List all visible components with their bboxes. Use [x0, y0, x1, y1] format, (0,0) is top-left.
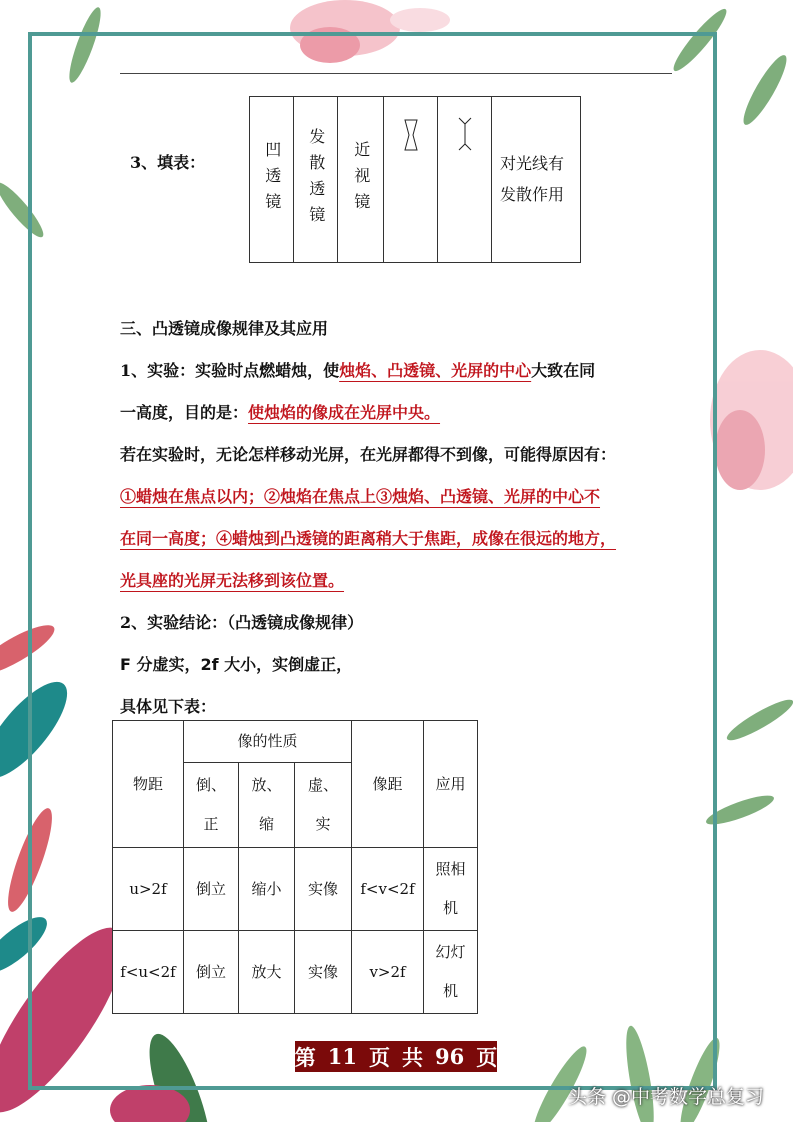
- subheader: 虚、实: [295, 763, 352, 848]
- imaging-law-table: [112, 720, 478, 1014]
- flower-right: [710, 350, 793, 490]
- answer-line: ①蜡烛在焦点以内；②烛焰在焦点上③烛焰、凸透镜、光屏的中心不: [120, 487, 601, 506]
- header-application: 应用: [424, 721, 478, 848]
- lens-effect: 对光线有发散作用: [492, 97, 581, 263]
- cell: u>2f: [113, 848, 184, 931]
- text: 大致在同: [531, 361, 596, 380]
- cell: 照相机: [424, 848, 478, 931]
- table-row: [113, 931, 478, 1014]
- cell: f<u<2f: [113, 931, 184, 1014]
- text: 共: [402, 1044, 423, 1070]
- current-page: 11: [327, 1044, 357, 1069]
- watermark: 头条 @中考数学总复习: [568, 1086, 765, 1108]
- cell: f<v<2f: [352, 848, 424, 931]
- conclusion-line: 2、实验结论：（凸透镜成像规律）: [120, 613, 364, 632]
- rule-line: F 分虚实，2f 大小，实倒虚正，: [120, 655, 353, 674]
- subheader: 倒、正: [184, 763, 239, 848]
- cell: 实像: [295, 848, 352, 931]
- header-image-distance: 像距: [352, 721, 424, 848]
- text: 第: [294, 1044, 316, 1070]
- lens-use: 近视镜: [351, 140, 371, 219]
- experiment-line-2: [120, 400, 440, 423]
- cell: 实像: [295, 931, 352, 1014]
- see-table-line: 具体见下表：: [120, 697, 217, 716]
- answer: 烛焰、凸透镜、光屏的中心: [339, 361, 532, 380]
- concave-lens-icon: [404, 119, 418, 151]
- text: 页: [476, 1044, 498, 1070]
- subheader: 放、缩: [239, 763, 295, 848]
- answer: 使烛焰的像成在光屏中央。: [248, 403, 441, 422]
- cell: 倒立: [184, 848, 239, 931]
- answer-line: 在同一高度；④蜡烛到凸透镜的距离稍大于焦距，成像在很远的地方，: [120, 529, 617, 548]
- cell: 幻灯机: [424, 931, 478, 1014]
- experiment-line-3: 若在实验时，无论怎样移动光屏，在光屏都得不到像，可能得原因有：: [120, 445, 617, 464]
- concave-lens-symbol-icon: [458, 117, 472, 151]
- lens-table: [249, 96, 581, 263]
- cell: 放大: [239, 931, 295, 1014]
- header-rule: [120, 73, 672, 74]
- experiment-line-1: [120, 358, 595, 381]
- text: 页: [369, 1044, 390, 1070]
- table-row: [113, 848, 478, 931]
- header-nature: 像的性质: [184, 721, 352, 763]
- cell: 倒立: [184, 931, 239, 1014]
- page-number-badge: [295, 1041, 497, 1072]
- cell: 缩小: [239, 848, 295, 931]
- fill-table-label: 3、填表：: [130, 153, 206, 172]
- text: 1、实验：实验时点燃蜡烛，使: [120, 361, 340, 380]
- answer-line: 光具座的光屏无法移到该位置。: [120, 571, 345, 590]
- lens-name: 凹透镜: [262, 140, 282, 219]
- header-distance: 物距: [113, 721, 184, 848]
- lens-type: 发散透镜: [306, 127, 326, 232]
- total-pages: 96: [435, 1044, 465, 1069]
- cell: v>2f: [352, 931, 424, 1014]
- text: 一高度，目的是：: [120, 403, 249, 422]
- section-heading: 三、凸透镜成像规律及其应用: [120, 319, 329, 338]
